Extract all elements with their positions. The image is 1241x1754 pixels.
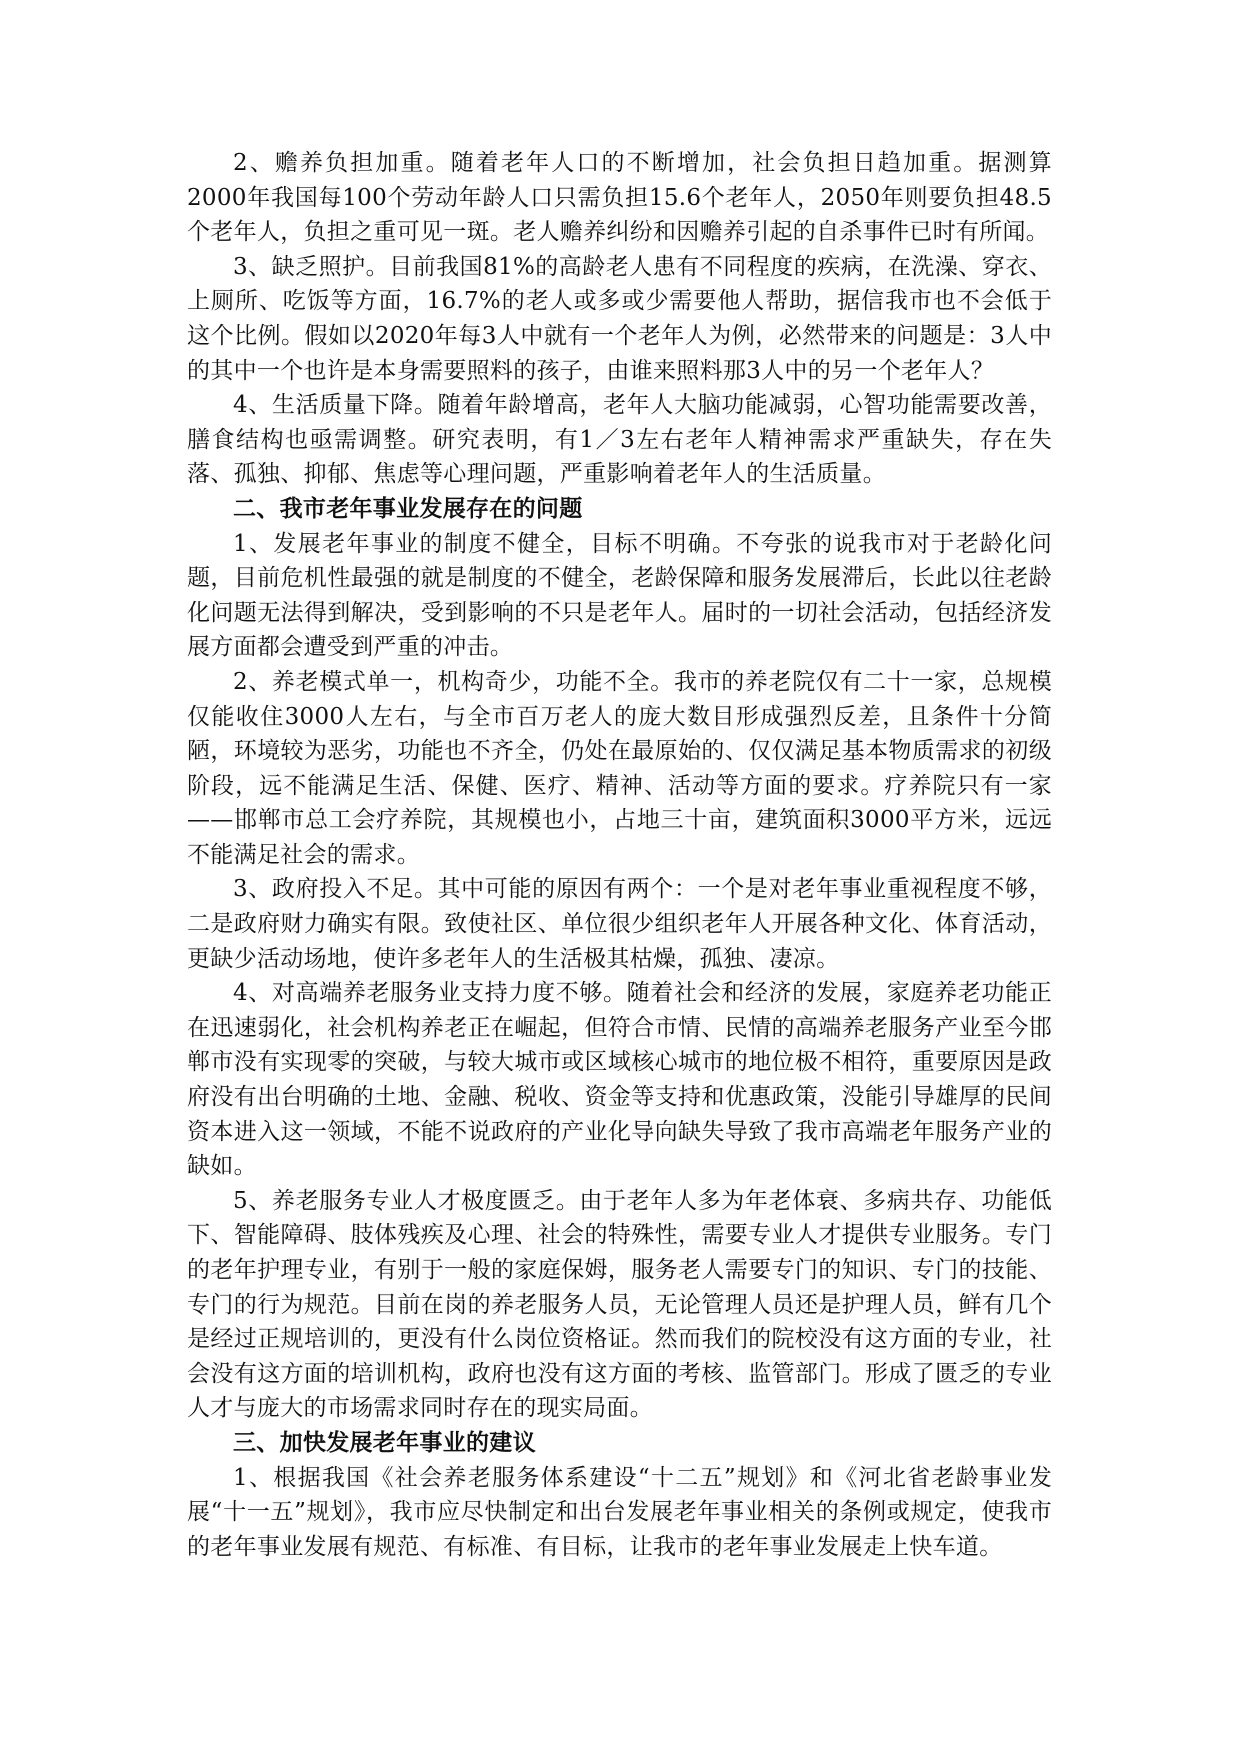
paragraph-insufficient-investment: 3、政府投入不足。其中可能的原因有两个：一个是对老年事业重视程度不够，二是政府财力确实有限。致使社区、单位很少组织老年人开展各种文化、体育活动，更缺少活动场地，使许多老年人的生活极其枯燥，孤独、凄凉。 xyxy=(187,876,1052,972)
section-heading-problems: 二、我市老年事业发展存在的问题 xyxy=(233,494,583,522)
document-body xyxy=(187,146,1052,1564)
section-heading-suggestions: 三、加快发展老年事业的建议 xyxy=(233,1428,536,1456)
paragraph-lack-of-care: 3、缺乏照护。目前我国81%的高龄老人患有不同程度的疾病，在洗澡、穿衣、上厕所、吃饭等方面，16.7%的老人或多或少需要他人帮助，据信我市也不会低于这个比例。假如以2020年每3人中就有一个老年人为例，必然带来的问题是：3人中的其中一个也许是本身需要照料的孩子，由谁来照料那3人中的另一个老年人？ xyxy=(187,253,1052,384)
paragraph-single-mode: 2、养老模式单一，机构奇少，功能不全。我市的养老院仅有二十一家，总规模仅能收住3000人左右，与全市百万老人的庞大数目形成强烈反差，且条件十分简陋，环境较为恶劣，功能也不齐全，仍处在最原始的、仅仅满足基本物质需求的初级阶段，远不能满足生活、保健、医疗、精神、活动等方面的要求。疗养院只有一家——邯郸市总工会疗养院，其规模也小，占地三十亩，建筑面积3000平方米，远远不能满足社会的需求。 xyxy=(187,668,1052,868)
paragraph-support-burden: 2、赡养负担加重。随着老年人口的不断增加，社会负担日趋加重。据测算2000年我国每100个劳动年龄人口只需负担15.6个老年人，2050年则要负担48.5个老年人，负担之重可见一斑。老人赡养纠纷和因赡养引起的自杀事件已时有所闻。 xyxy=(187,150,1052,246)
paragraph-planning: 1、根据我国《社会养老服务体系建设“十二五”规划》和《河北省老龄事业发展“十一五”规划》，我市应尽快制定和出台发展老年事业相关的条例或规定，使我市的老年事业发展有规范、有标准、有目标，让我市的老年事业发展走上快车道。 xyxy=(187,1464,1052,1560)
paragraph-quality-of-life: 4、生活质量下降。随着年龄增高，老年人大脑功能减弱，心智功能需要改善，膳食结构也亟需调整。研究表明，有1／3左右老年人精神需求严重缺失，存在失落、孤独、抑郁、焦虑等心理问题，严重影响着老年人的生活质量。 xyxy=(187,392,1052,488)
paragraph-high-end-support: 4、对高端养老服务业支持力度不够。随着社会和经济的发展，家庭养老功能正在迅速弱化，社会机构养老正在崛起，但符合市情、民情的高端养老服务产业至今邯郸市没有实现零的突破，与较大城市或区域核心城市的地位极不相符，重要原因是政府没有出台明确的土地、金融、税收、资金等支持和优惠政策，没能引导雄厚的民间资本进入这一领域，不能不说政府的产业化导向缺失导致了我市高端老年服务产业的缺如。 xyxy=(187,980,1052,1180)
paragraph-talent-shortage: 5、养老服务专业人才极度匮乏。由于老年人多为年老体衰、多病共存、功能低下、智能障碍、肢体残疾及心理、社会的特殊性，需要专业人才提供专业服务。专门的老年护理专业，有别于一般的家庭保姆，服务老人需要专门的知识、专门的技能、专门的行为规范。目前在岗的养老服务人员，无论管理人员还是护理人员，鲜有几个是经过正规培训的，更没有什么岗位资格证。然而我们的院校没有这方面的专业，社会没有这方面的培训机构，政府也没有这方面的考核、监管部门。形成了匮乏的专业人才与庞大的市场需求同时存在的现实局面。 xyxy=(187,1187,1052,1422)
paragraph-system-incomplete: 1、发展老年事业的制度不健全，目标不明确。不夸张的说我市对于老龄化问题，目前危机性最强的就是制度的不健全，老龄保障和服务发展滞后，长此以往老龄化问题无法得到解决，受到影响的不只是老年人。届时的一切社会活动，包括经济发展方面都会遭受到严重的冲击。 xyxy=(187,530,1052,661)
